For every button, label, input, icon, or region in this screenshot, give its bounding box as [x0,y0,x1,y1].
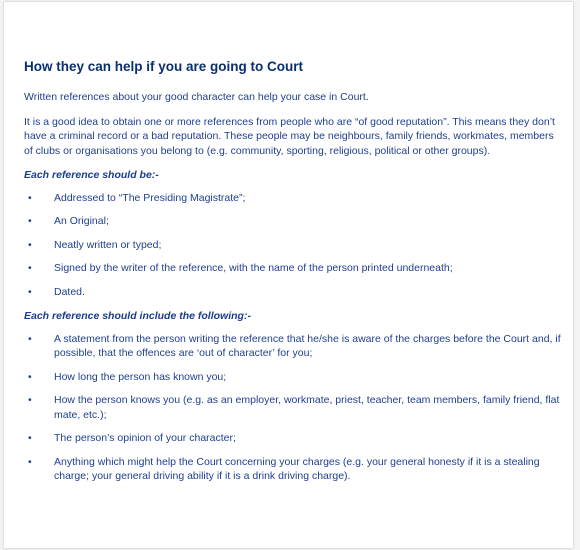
bullet-icon: • [28,332,32,345]
bullet-icon: • [28,432,32,444]
reputation-paragraph: It is a good idea to obtain one or more references from people who are “of good reputation”. This means they don’t have a criminal record or a bad reputation. These people may be neighbours, family friends, workmates, members of clubs or organisations you belong to (e.g. community, sporting, religious, political or other groups). [24,115,555,157]
document-page [4,2,573,548]
reference-contents-list [24,332,564,484]
bullet-icon: • [28,370,32,383]
list-item-text: Dated. [54,285,85,298]
bullet-icon: • [28,262,32,274]
list-item-text: The person’s opinion of your character; [54,432,236,444]
section-heading-reference-contents: Each reference should include the following:- [24,310,251,322]
list-item [24,191,564,206]
bullet-icon: • [28,285,32,298]
bullet-icon: • [28,215,32,227]
document-content [24,58,564,494]
list-item-text: Anything which might help the Court concerning your charges (e.g. your general honesty if it is a stealing charge; your general driving ability if it is a drink driving charge). [54,455,540,482]
list-item-text: Neatly written or typed; [54,238,162,251]
section-heading-reference-requirements: Each reference should be:- [24,169,159,181]
list-item-text: A statement from the person writing the reference that he/she is aware of the charges before the Court and, if possible, that the offences are ‘out of character’ for you; [54,332,561,359]
list-item-text: Signed by the writer of the reference, with the name of the person printed underneath; [54,262,453,274]
bullet-icon: • [28,455,32,468]
list-item [24,261,564,276]
list-item [24,370,564,385]
list-item [24,455,564,484]
list-item [24,393,564,422]
list-item-text: An Original; [54,215,109,227]
list-item [24,214,564,229]
list-item [24,431,564,446]
list-item-text: Addressed to “The Presiding Magistrate”; [54,191,246,204]
list-item-text: How long the person has known you; [54,370,227,383]
intro-paragraph: Written references about your good character can help your case in Court. [24,91,369,103]
list-item [24,238,564,253]
bullet-icon: • [28,238,32,251]
bullet-icon: • [28,394,32,406]
list-item [24,285,564,300]
reference-requirements-list [24,191,564,300]
bullet-icon: • [28,191,32,204]
list-item [24,332,564,361]
page-title: How they can help if you are going to Court [24,59,304,74]
list-item-text: How the person knows you (e.g. as an employer, workmate, priest, teacher, team members, family friend, flat mate, etc.); [54,394,560,421]
